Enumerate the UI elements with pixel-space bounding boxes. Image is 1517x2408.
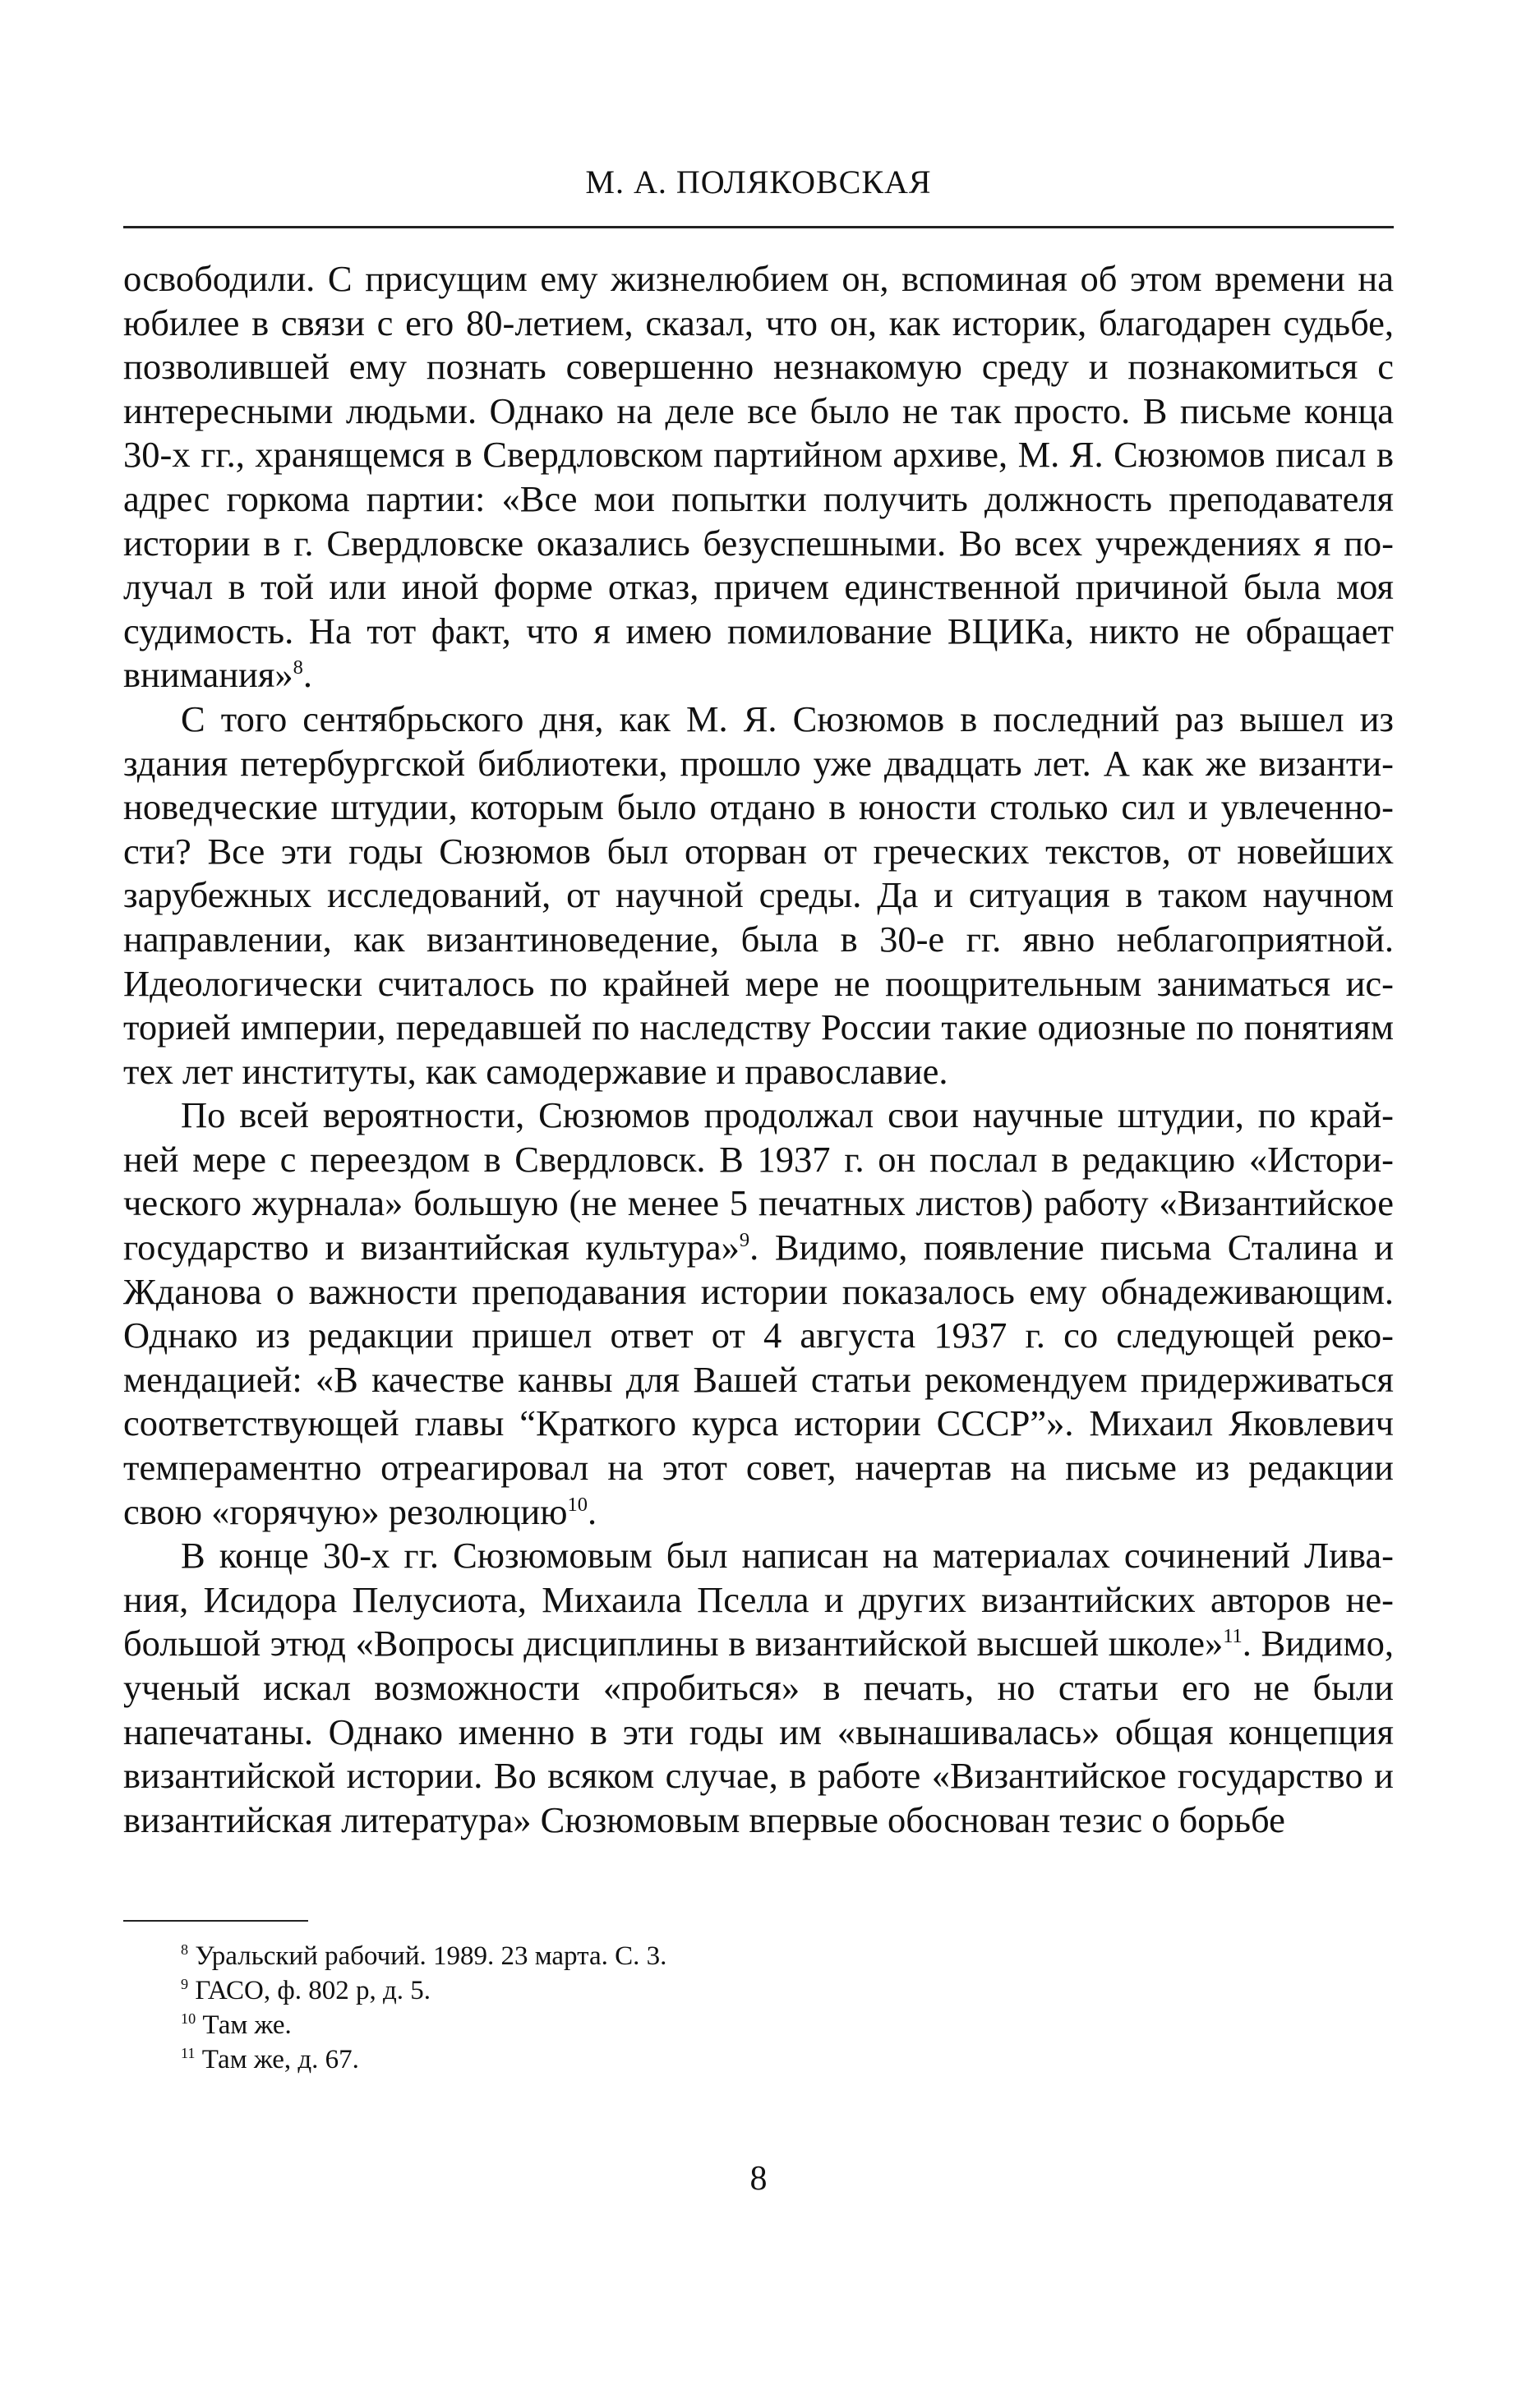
running-head: М. А. ПОЛЯКОВСКАЯ <box>585 163 932 200</box>
paragraph-text: . <box>588 1490 597 1532</box>
header-rule <box>123 226 1394 228</box>
footnote-number: 8 <box>181 1941 189 1958</box>
footnotes <box>123 1939 1394 2077</box>
paragraph-text: В конце 30-х гг. Сюзюмовым был написан на материалах сочинений Ливания, Исидора Пелусиота, Михаила Пселла и других византийских авторов небольшой этюд «Вопросы дисциплины в византийской высшей школе» <box>123 1535 1394 1664</box>
paragraph-text: С того сентябрьского дня, как М. Я. Сюзюмов в последний раз вышел из здания петербургской библиотеки, прошло уже двадцать лет. А как же византиноведческие штудии, которым было отдано в юности столько сил и увлеченности? Все эти годы Сюзюмов был оторван от греческих текстов, от новейших зарубежных исследований, от научной среды. Да и ситуация в таком научном направлении, как византиноведение, была в 30-е гг. явно неблагоприятной. Идеологически считалось по крайней мере не поощрительным заниматься историей империи, передавшей по наследству России такие одиозные по понятиям тех лет институты, как самодержавие и православие. <box>123 698 1394 1092</box>
footnote-number: 10 <box>181 2010 196 2027</box>
footnote-number: 9 <box>181 1976 189 1992</box>
body-text <box>123 257 1394 1842</box>
footnote-ref: 11 <box>1223 1625 1243 1648</box>
paragraph-4 <box>123 1534 1394 1842</box>
paragraph-text: По всей вероятности, Сюзюмов продолжал свои научные штудии, по крайней мере с переездом в Свердловск. В 1937 г. он послал в редакцию «Исторического журнала» большую (не менее 5 печатных листов) работу «Византийское государство и византийская культура» <box>123 1094 1394 1268</box>
footnote <box>123 2042 1394 2077</box>
paragraph-text: . Видимо, появление письма Сталина и Жданова о важности преподавания истории показалось ему обнадеживающим. Однако из редакции пришел ответ от 4 августа 1937 г. со следующей рекомендацией: «В качестве канвы для Вашей статьи рекомендуем придерживаться соответствующей главы “Краткого курса истории СССР”». Михаил Яковлевич темпераментно отреагировал на этот совет, начертав на письме из редакции свою «горячую» резолюцию <box>123 1227 1394 1532</box>
page-number: 8 <box>749 2160 768 2198</box>
footnote <box>123 1973 1394 2008</box>
footnote-text: Там же. <box>202 2010 292 2040</box>
paragraph-1: освободили. С присущим ему жизнелюбием он, вспоминая об этом времени на юбилее в связи с его 80-летием, сказал, что он, как историк, благодарен судьбе, позволившей ему познать совершенно незнакомую среду и познакомиться с интересными людьми. Однако на деле все было не так просто. В письме конца 30-х гг., хранящемся в Свердловском партийном архиве, М. Я. Сюзюмов писал в адрес горкома партии: «Все мои попытки получить должность преподавателя истории в г. Свердловске оказались безуспешными. Во всех учреждениях я получал в той или иной форме отказ, причем единственной причиной была моя судимость. На тот факт, что я имею помилование ВЦИКа, никто не обращает внимания»$^8$. <box>123 258 1394 696</box>
footnote-ref: 8 <box>293 656 303 679</box>
footnote <box>123 1939 1394 1973</box>
footnote-ref: 10 <box>567 1493 588 1516</box>
footnote-number: 11 <box>181 2045 196 2061</box>
footnote-text: ГАСО, ф. 802 р, д. 5. <box>195 1976 431 2005</box>
footnote-text: Уральский рабочий. 1989. 23 марта. С. 3. <box>195 1941 667 1971</box>
footnote-rule <box>123 1920 308 1922</box>
footnote <box>123 2008 1394 2042</box>
paragraph-3 <box>123 1093 1394 1534</box>
footnote-ref: 9 <box>739 1229 750 1252</box>
paragraph-2 <box>123 698 1394 1093</box>
paragraph-text: освободили. С присущим ему жизнелюбием он, вспоминая об этом времени на юбилее в связи с его 80-летием, сказал, что он, как историк, благодарен судьбе, позволившей ему познать совершенно незнакомую среду и познакомиться с интересными людьми. Однако на деле все было не так просто. В письме конца 30-х гг., хранящемся в Свердловском партийном архиве, М. Я. Сюзюмов писал в адрес горкома партии: «Все мои попытки получить должность преподавателя истории в г. Свердловске оказались безуспешными. Во всех учреждениях я получал в той или иной форме отказ, причем единственной причиной была моя судимость. На тот факт, что я имею помилование ВЦИКа, никто не обращает внимания» <box>123 258 1394 696</box>
footnote-text: Там же, д. 67. <box>201 2045 359 2074</box>
paragraph-text: . Видимо, ученый искал возможности «пробиться» в печать, но статьи его не были напечатаны. Однако именно в эти годы им «вынашивалась» общая концепция византийской истории. Во всяком случае, в работе «Византийское государство и византийская литература» Сюзюмовым впервые обоснован тезис о борьбе <box>123 1623 1394 1840</box>
